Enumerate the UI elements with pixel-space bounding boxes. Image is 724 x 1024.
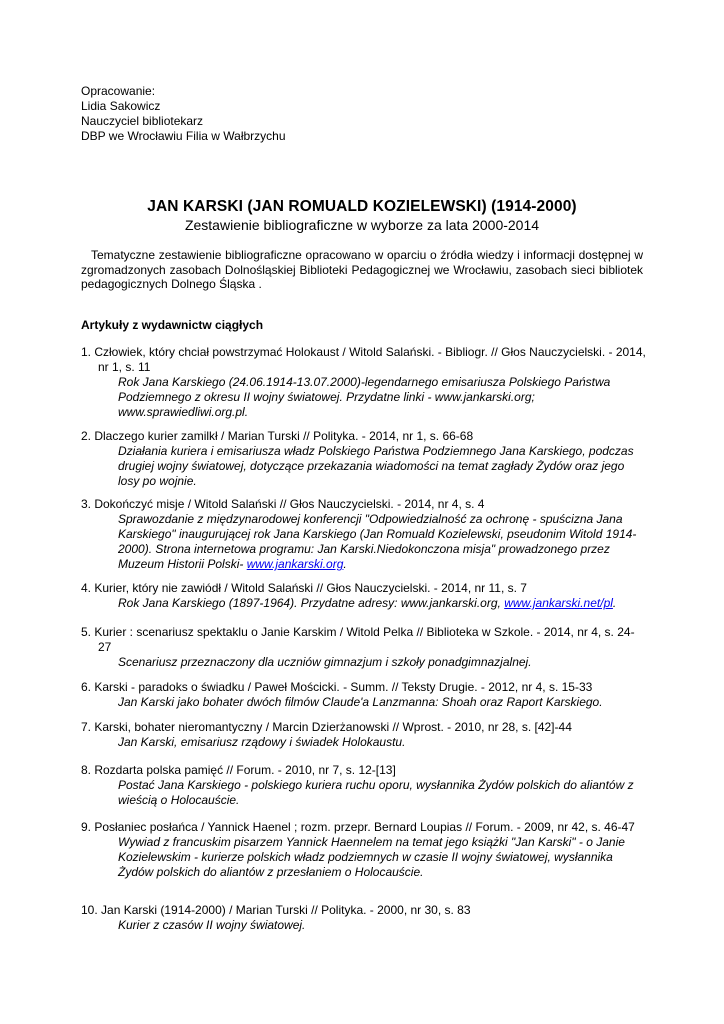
entry-annotation: Postać Jana Karskiego - polskiego kuriera ruchu oporu, wysłannika Żydów polskich do aliantów z wieścią o Holocauście. [118, 778, 634, 807]
bibliography-entry [81, 903, 646, 933]
entry-citation: 1. Człowiek, który chciał powstrzymać Holokaust / Witold Salański. - Bibliogr. // Głos Nauczycielski. - 2014, nr 1, s. 11 [81, 345, 646, 374]
entry-annotation [81, 512, 646, 572]
author-name: Lidia Sakowicz [81, 99, 161, 113]
entry-citation: 5. Kurier : scenariusz spektaklu o Janie Karskim / Witold Pelka // Biblioteka w Szkole. - 2014, nr 4, s. 24-27 [81, 625, 635, 654]
author-role: Nauczyciel bibliotekarz [81, 114, 204, 128]
bibliography-entry [81, 763, 646, 808]
bibliography-entry [81, 625, 646, 670]
entry-citation: 6. Karski - paradoks o świadku / Paweł Mościcki. - Summ. // Teksty Drugie. - 2012, nr 4, s. 15-33 [81, 680, 593, 694]
intro-paragraph: Tematyczne zestawienie bibliograficzne opracowano w oparciu o źródła wiedzy i informacji dostępnej w zgromadzonych zasobach Dolnośląskiej Biblioteki Pedagogicznej we Wrocławiu, zasobach sieci bibliotek pedagogicznych Dolnego Śląska . [81, 248, 643, 291]
document-subtitle: Zestawienie bibliograficzne w wyborze za lata 2000-2014 [184, 217, 540, 233]
author-institution: DBP we Wrocławiu Filia w Wałbrzychu [81, 129, 286, 143]
entry-annotation: Jan Karski, emisariusz rządowy i świadek Holokaustu. [118, 735, 406, 749]
entry-citation: 9. Posłaniec posłańca / Yannick Haenel ; rozm. przepr. Bernard Loupias // Forum. - 2009, nr 42, s. 46-47 [81, 820, 635, 834]
entry-citation: 8. Rozdarta polska pamięć // Forum. - 2010, nr 7, s. 12-[13] [81, 763, 396, 777]
entry-annotation-end: . [343, 557, 347, 571]
jankarski-net-link[interactable]: www.jankarski.net/pl [504, 596, 613, 610]
bibliography-entry [81, 345, 646, 420]
entry-annotation: Rok Jana Karskiego (24.06.1914-13.07.2000)-legendarnego emisariusza Polskiego Państwa Podziemnego z okresu II wojny światowej. Przydatne linki - www.jankarski.org; www.sprawiedliwi.org.pl. [118, 375, 611, 419]
bibliography-entry [81, 497, 646, 572]
entry-citation: 4. Kurier, który nie zawiódł / Witold Salański // Głos Nauczycielski. - 2014, nr 11, s. 7 [81, 581, 527, 595]
entry-citation: 2. Dlaczego kurier zamilkł / Marian Turski // Polityka. - 2014, nr 1, s. 66-68 [81, 429, 474, 443]
author-block [81, 84, 286, 144]
entry-citation: 3. Dokończyć misje / Witold Salański // Głos Nauczycielski. - 2014, nr 4, s. 4 [81, 497, 485, 511]
entry-annotation-text: Rok Jana Karskiego (1897-1964). Przydatne adresy: www.jankarski.org, [118, 596, 501, 610]
author-label: Opracowanie: [81, 84, 156, 98]
bibliography-entry [81, 429, 646, 489]
section-heading: Artykuły z wydawnictw ciągłych [81, 318, 264, 332]
entry-annotation: Scenariusz przeznaczony dla uczniów gimnazjum i szkoły ponadgimnazjalnej. [118, 655, 532, 669]
document-title: JAN KARSKI (JAN ROMUALD KOZIELEWSKI) (1914-2000) [147, 198, 577, 215]
entry-citation: 7. Karski, bohater nieromantyczny / Marcin Dzierżanowski // Wprost. - 2010, nr 28, s. [42]-44 [81, 720, 572, 734]
entry-annotation: Wywiad z francuskim pisarzem Yannick Haennelem na temat jego książki "Jan Karski" - o Janie Kozielewskim - kurierze polskich władz podziemnych w czasie II wojny światowej, wysłannika Żydów polskich do aliantów z przesłaniem o Holocauście. [118, 835, 625, 879]
entry-citation: 10. Jan Karski (1914-2000) / Marian Turski // Polityka. - 2000, nr 30, s. 83 [81, 903, 471, 917]
bibliography-entry [81, 820, 646, 880]
entry-annotation-text: Sprawozdanie z międzynarodowej konferencji "Odpowiedzialność za ochronę - spuścizna Jana Karskiego" inaugurującej rok Jana Karskiego (Jan Romuald Kozielewski, pseudonim Witold 1914-2000). Strona internetowa programu: Jan Karski.Niedokonczona misja" prowadzonego przez Muzeum Historii Polski- [118, 512, 637, 571]
entry-annotation: Kurier z czasów II wojny światowej. [118, 918, 306, 932]
entry-annotation: Jan Karski jako bohater dwóch filmów Claude'a Lanzmanna: Shoah oraz Raport Karskiego. [118, 695, 603, 709]
jankarski-org-link[interactable]: www.jankarski.org [246, 557, 344, 571]
entry-annotation: Działania kuriera i emisariusza władz Polskiego Państwa Podziemnego Jana Karskiego, podczas drugiej wojny światowej, dotyczące przekazania wiadomości na temat zagłady Żydów oraz jego losy po wojnie. [118, 444, 634, 488]
bibliography-entry [81, 581, 646, 611]
bibliography-entry [81, 720, 646, 750]
entry-annotation [81, 596, 646, 611]
bibliography-entry [81, 680, 646, 710]
entry-annotation-end: . [612, 596, 617, 610]
